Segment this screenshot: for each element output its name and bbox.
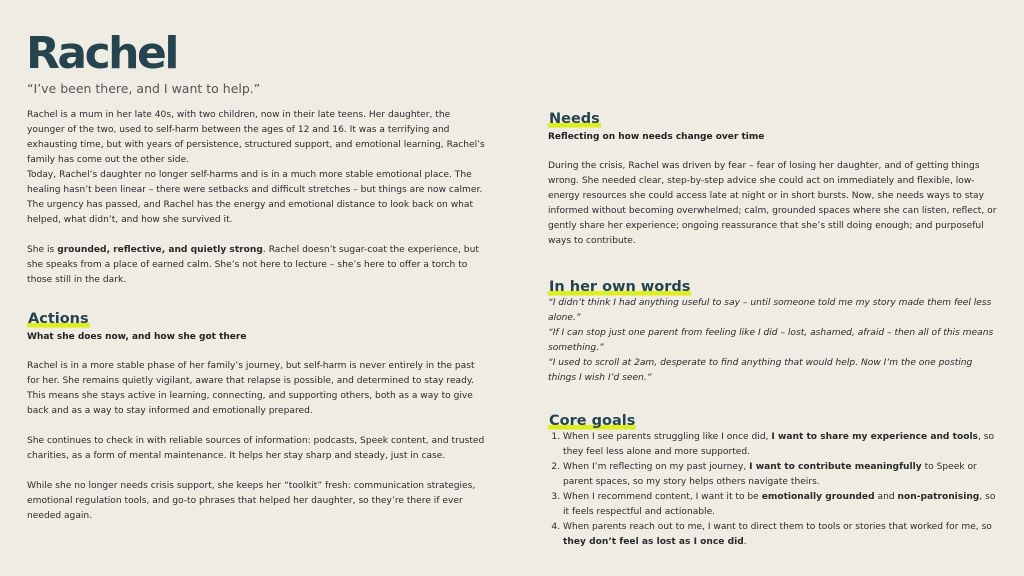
goal-item-3 [563, 490, 1000, 520]
core-goals-section [548, 410, 1000, 550]
goal-1-pre: When I see parents struggling like I once did, [563, 432, 772, 442]
goal-2-post: to Speek or parent spaces, so my story helps others navigate theirs. [563, 462, 977, 487]
intro-p3-pre: She is [27, 245, 58, 255]
intro-paragraph-1: Rachel is a mum in her late 40s, with two children, now in their late teens. Her daughter, the younger of the two, used to self-harm between the ages of 12 and 16. It was a terrifying and exhausting time, but with years of persistence, structured support, and emotional learning, Rachel’s family has come out the other side. [27, 110, 485, 165]
quote-3: “I used to scroll at 2am, desperate to find anything that would help. Now I’m the one posting things I wish I’d seen.” [548, 358, 973, 383]
quote-1: “I didn’t think I had anything useful to say – until someone told me my story made them feel less alone.” [548, 298, 992, 323]
goal-item-1 [563, 430, 1000, 460]
persona-quote: “I’ve been there, and I want to help.” [27, 81, 261, 96]
actions-section [27, 308, 487, 524]
intro-paragraph-3 [27, 243, 487, 288]
right-column [548, 108, 1000, 550]
needs-subheading: Reflecting on how needs change over time [548, 132, 765, 142]
intro-p3-bold: grounded, reflective, and quietly strong [57, 245, 263, 255]
goal-4-post: . [743, 537, 747, 547]
goal-1-bold: I want to share my experience and tools [771, 432, 978, 442]
goal-4-bold: they don’t feel as lost as I once did [563, 537, 744, 547]
goal-2-pre: When I’m reflecting on my past journey, [563, 462, 750, 472]
needs-section [548, 108, 1000, 249]
own-words-heading: In her own words [549, 279, 691, 295]
actions-paragraph-2: She continues to check in with reliable sources of information: podcasts, Speek content, and trusted charities, as a form of mental maintenance. It helps her stay sharp and steady, just in case. [27, 436, 485, 461]
goal-item-2 [563, 460, 1000, 490]
goal-3-post: , so it feels respectful and actionable. [563, 492, 996, 517]
goal-3-pre: When I recommend content, I want it to be [563, 492, 762, 502]
actions-paragraph-1: Rachel is in a more stable phase of her family’s journey, but self-harm is never entirely in the past for her. She remains quietly vigilant, aware that relapse is possible, and determined to stay ready. This means she stays active in learning, connecting, and supporting others, both as a way to give back and as a way to stay informed and emotionally prepared. [27, 361, 475, 416]
intro-p3-post: . Rachel doesn’t sugar-coat the experience, but she speaks from a place of earned calm. She’s not here to lecture – she’s here to offer a torch to those still in the dark. [27, 245, 479, 285]
goal-3-bold-2: non-patronising [897, 492, 980, 502]
needs-heading: Needs [549, 111, 600, 127]
actions-subheading: What she does now, and how she got there [27, 332, 247, 342]
goal-item-4 [563, 520, 1000, 550]
actions-paragraph-3: While she no longer needs crisis support, she keeps her “toolkit” fresh: communication strategies, emotional regulation tools, and go-to phrases that helped her daughter, so they’re there if ever needed again. [27, 481, 476, 521]
goal-3-bold-1: emotionally grounded [761, 492, 875, 502]
goal-1-post: , so they feel less alone and more supported. [563, 432, 995, 457]
goals-list [563, 430, 1000, 550]
quote-2: “If I can stop just one parent from feeling like I did – lost, ashamed, afraid – then all of this means something.” [548, 328, 994, 353]
core-goals-heading: Core goals [549, 413, 636, 429]
goal-4-pre: When parents reach out to me, I want to direct them to tools or stories that worked for me, so [563, 522, 992, 532]
own-words-section [548, 276, 1000, 386]
intro-paragraph-2: Today, Rachel’s daughter no longer self-harms and is in a much more stable emotional place. The healing hasn’t been linear – there were setbacks and difficult stretches – but things are now calmer. The urgency has passed, and Rachel has the energy and emotional distance to look back on what helped, what didn’t, and how she survived it. [27, 170, 483, 225]
persona-name: Rachel [26, 28, 177, 79]
left-column [27, 108, 487, 524]
goal-3-mid: and [874, 492, 898, 502]
goal-2-bold: I want to contribute meaningfully [749, 462, 922, 472]
needs-paragraph: During the crisis, Rachel was driven by fear – fear of losing her daughter, and of getting things wrong. She needed clear, step-by-step advice she could act on immediately and flexible, low-energy resources she could access late at night or in short bursts. Now, she needs ways to stay informed without becoming overwhelmed; calm, grounded spaces where she can listen, reflect, or gently share her experience; ongoing reassurance that she’s still doing enough; and purposeful ways to contribute. [548, 161, 997, 246]
intro-section [27, 108, 487, 288]
actions-heading: Actions [28, 311, 89, 327]
